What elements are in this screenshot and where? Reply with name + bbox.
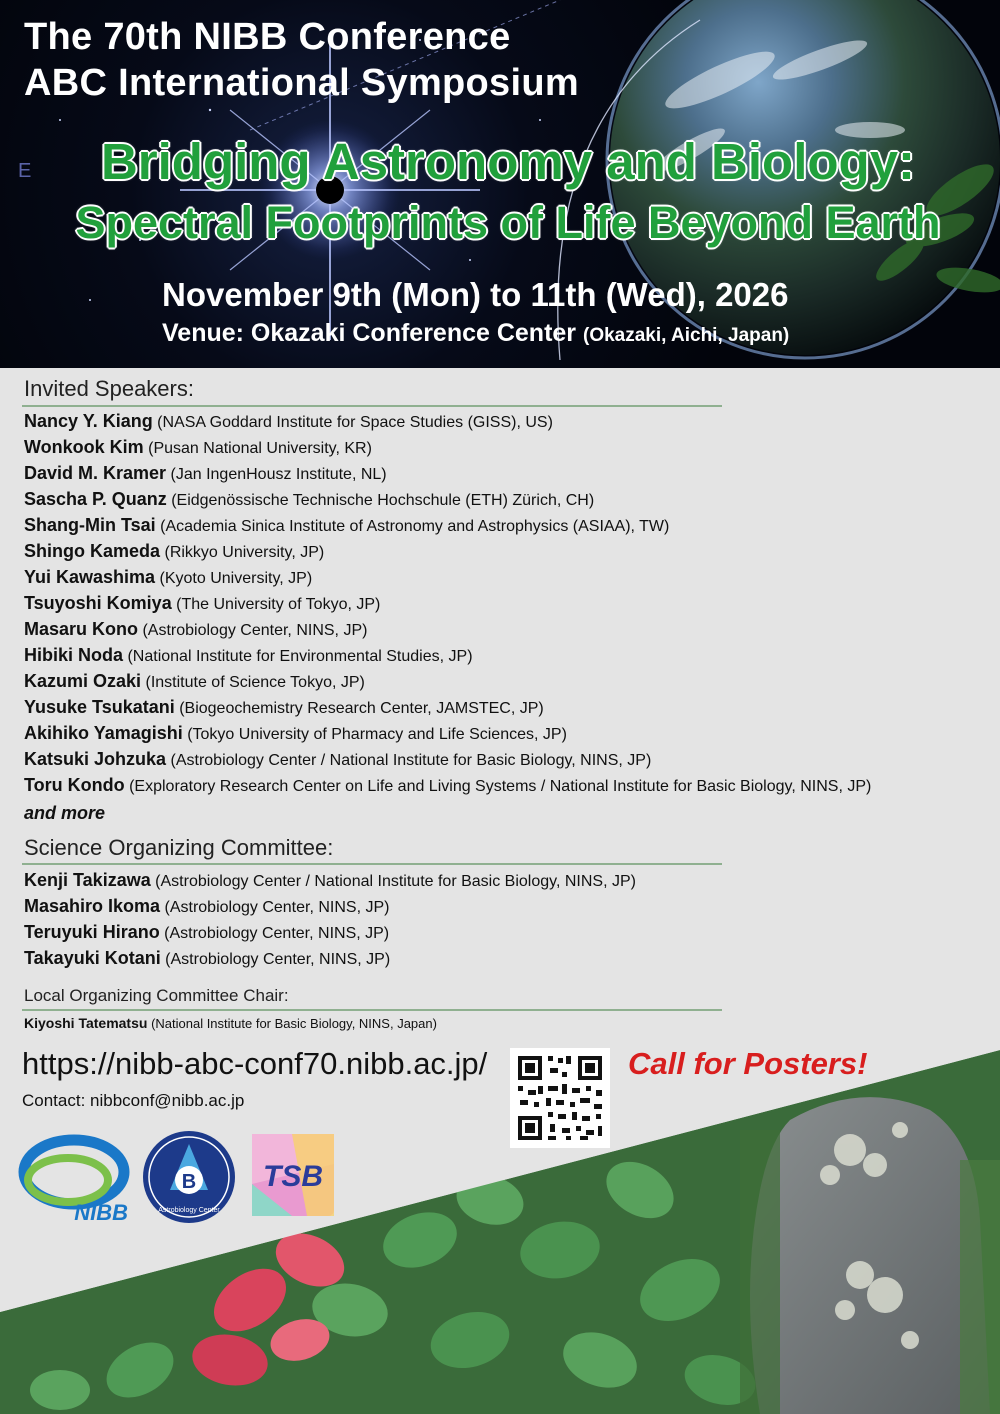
nibb-logo: [12, 1128, 134, 1224]
speaker-affiliation: (Rikkyo University, JP): [164, 544, 325, 561]
soc-member-row: [24, 948, 390, 969]
speaker-affiliation: (NASA Goddard Institute for Space Studies (GISS), US): [157, 414, 553, 431]
speaker-name: Hibiki Noda: [24, 645, 124, 665]
member-affiliation: (Astrobiology Center, NINS, JP): [165, 951, 391, 968]
nibb-logo-text: NIBB: [74, 1200, 128, 1224]
member-name: Teruyuki Hirano: [24, 922, 160, 942]
speaker-row: [24, 775, 871, 796]
speaker-name: David M. Kramer: [24, 463, 167, 483]
symposium-title: ABC International Symposium: [24, 62, 579, 104]
qr-code[interactable]: [510, 1048, 610, 1148]
speaker-name: Kazumi Ozaki: [24, 671, 142, 691]
speaker-row: [24, 463, 387, 484]
loc-heading: Local Organizing Committee Chair:: [24, 986, 289, 1005]
speaker-name: Nancy Y. Kiang: [24, 411, 153, 431]
speaker-name: Wonkook Kim: [24, 437, 144, 457]
conference-title: The 70th NIBB Conference: [24, 16, 511, 58]
speaker-affiliation: (Tokyo University of Pharmacy and Life Sciences, JP): [187, 726, 567, 743]
main-title-line-2: Spectral Footprints of Life Beyond Earth: [75, 197, 941, 248]
astrobiology-center-logo: [140, 1128, 238, 1226]
speaker-affiliation: (Eidgenössische Technische Hochschule (ETH) Zürich, CH): [171, 492, 595, 509]
contact-email[interactable]: Contact: nibbconf@nibb.ac.jp: [22, 1091, 245, 1110]
event-dates: November 9th (Mon) to 11th (Wed), 2026: [162, 276, 789, 313]
speaker-name: Masaru Kono: [24, 619, 139, 639]
abc-logo-letter: B: [181, 1171, 197, 1193]
speaker-row: [24, 411, 553, 432]
main-title-line-1: Bridging Astronomy and Biology:: [100, 133, 916, 190]
soc-member-row: [24, 896, 389, 917]
call-for-posters: Call for Posters!: [628, 1046, 868, 1081]
speaker-name: Katsuki Johzuka: [24, 749, 167, 769]
member-affiliation: (Astrobiology Center / National Institute for Basic Biology, NINS, JP): [155, 873, 636, 890]
venue-name: Venue: Okazaki Conference Center: [162, 319, 577, 347]
speaker-affiliation: (Astrobiology Center, NINS, JP): [142, 622, 368, 639]
soc-member-row: [24, 922, 389, 943]
chair-name: Kiyoshi Tatematsu: [24, 1015, 148, 1031]
speaker-affiliation: (The University of Tokyo, JP): [176, 596, 381, 613]
header-banner: [0, 0, 1000, 368]
speaker-affiliation: (National Institute for Environmental Studies, JP): [127, 648, 473, 665]
speaker-name: Shang-Min Tsai: [24, 515, 156, 535]
invited-speakers-rule: [22, 405, 722, 407]
speaker-row: [24, 489, 594, 510]
speaker-name: Sascha P. Quanz: [24, 489, 167, 509]
speaker-affiliation: (Institute of Science Tokyo, JP): [145, 674, 365, 691]
website-url[interactable]: https://nibb-abc-conf70.nibb.ac.jp/: [22, 1046, 488, 1081]
edge-letter: E: [18, 160, 32, 182]
speaker-row: [24, 515, 669, 536]
speaker-row: [24, 723, 567, 744]
speaker-row: [24, 619, 367, 640]
speaker-affiliation: (Kyoto University, JP): [159, 570, 313, 587]
speaker-affiliation: (Astrobiology Center / National Institute for Basic Biology, NINS, JP): [170, 752, 652, 769]
member-name: Masahiro Ikoma: [24, 896, 161, 916]
soc-heading: Science Organizing Committee:: [24, 835, 334, 860]
speaker-row: [24, 645, 473, 666]
abc-logo-ring-text: Astrobiology Center: [158, 1207, 220, 1214]
member-name: Takayuki Kotani: [24, 948, 161, 968]
speaker-name: Shingo Kameda: [24, 541, 161, 561]
speaker-row: [24, 593, 380, 614]
loc-rule: [22, 1009, 722, 1011]
qr-code-icon: [510, 1048, 610, 1148]
tsb-logo: [252, 1134, 334, 1216]
speaker-row: [24, 437, 372, 458]
soc-member-row: [24, 870, 636, 891]
speaker-row: [24, 749, 651, 770]
speaker-affiliation: (Jan IngenHousz Institute, NL): [170, 466, 387, 483]
moss-right: [960, 1160, 1000, 1414]
invited-speakers-heading: Invited Speakers:: [24, 376, 194, 401]
venue: [162, 319, 789, 348]
speaker-affiliation: (Pusan National University, KR): [148, 440, 372, 457]
speaker-affiliation: (Academia Sinica Institute of Astronomy and Astrophysics (ASIAA), TW): [160, 518, 670, 535]
and-more-note: and more: [24, 803, 106, 823]
loc-chair-row: [24, 1015, 437, 1031]
venue-location: (Okazaki, Aichi, Japan): [583, 325, 790, 346]
moss: [740, 1130, 780, 1414]
tsb-logo-text: TSB: [263, 1160, 323, 1193]
speaker-name: Yusuke Tsukatani: [24, 697, 175, 717]
speaker-row: [24, 671, 365, 692]
speaker-name: Tsuyoshi Komiya: [24, 593, 172, 613]
member-name: Kenji Takizawa: [24, 870, 151, 890]
member-affiliation: (Astrobiology Center, NINS, JP): [164, 925, 390, 942]
stone-rock: [750, 1097, 990, 1414]
soc-rule: [22, 863, 722, 865]
speaker-name: Akihiko Yamagishi: [24, 723, 183, 743]
chair-affiliation: (National Institute for Basic Biology, NINS, Japan): [151, 1016, 437, 1031]
speaker-name: Yui Kawashima: [24, 567, 156, 587]
speaker-name: Toru Kondo: [24, 775, 125, 795]
speaker-row: [24, 697, 544, 718]
member-affiliation: (Astrobiology Center, NINS, JP): [164, 899, 390, 916]
speaker-affiliation: (Biogeochemistry Research Center, JAMSTEC, JP): [179, 700, 544, 717]
speaker-affiliation: (Exploratory Research Center on Life and Living Systems / National Institute for Basic Biology, NINS, JP): [129, 778, 872, 795]
speaker-row: [24, 541, 324, 562]
speaker-row: [24, 567, 312, 588]
